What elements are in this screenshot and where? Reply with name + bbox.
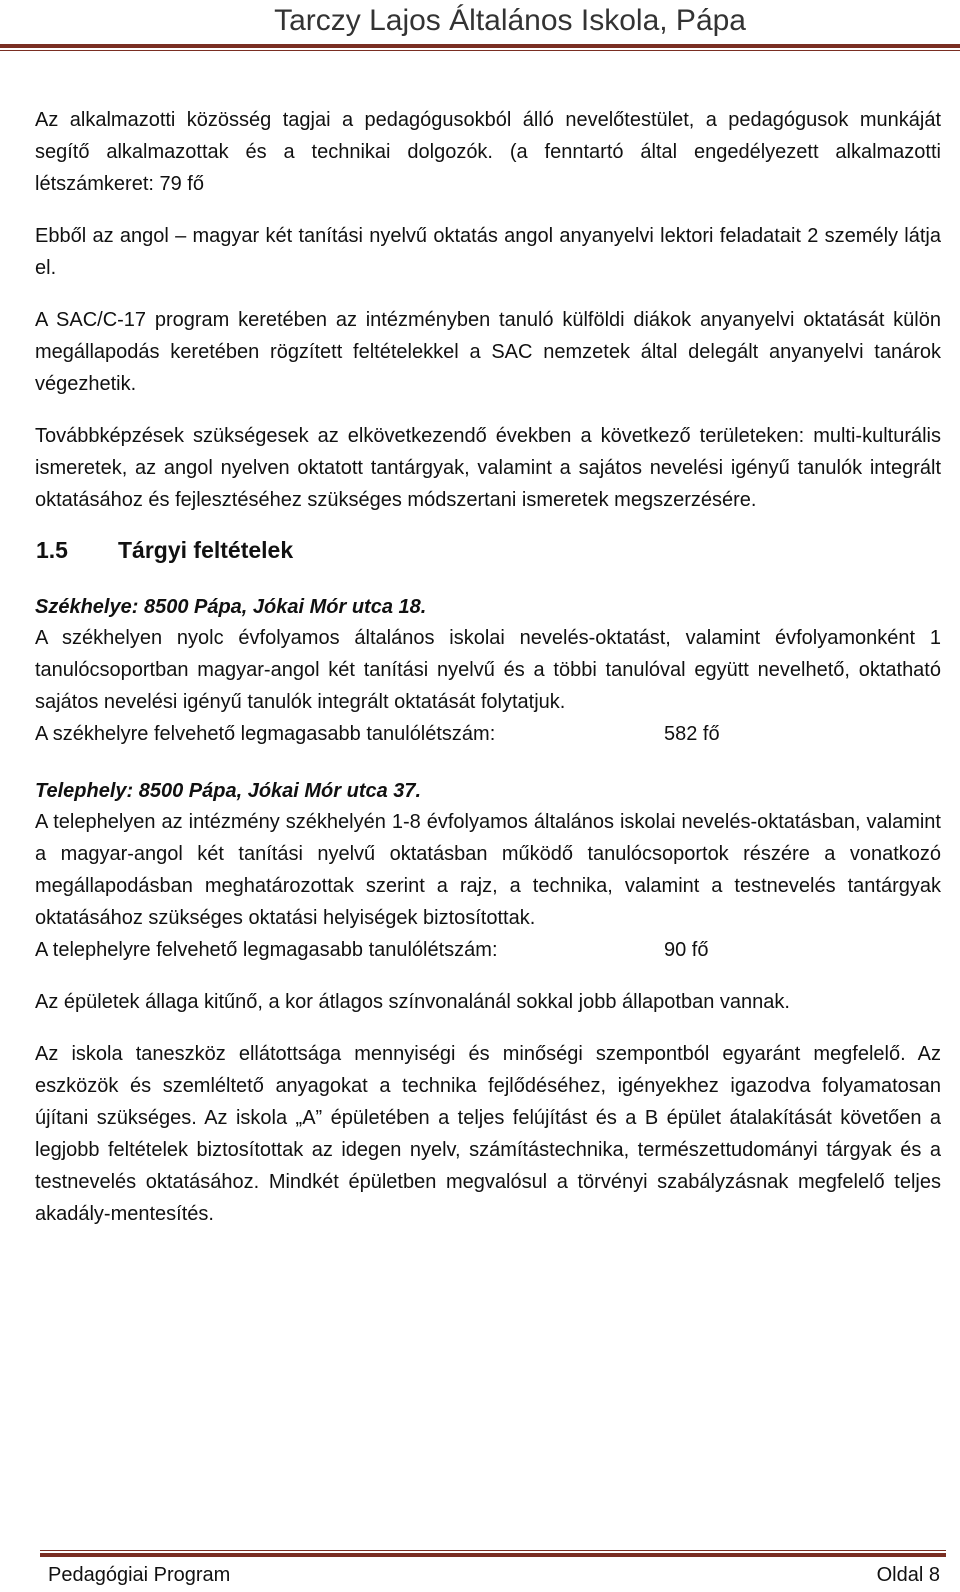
paragraph-lectors: Ebből az angol – magyar két tanítási nyelvű oktatás angol anyanyelvi lektori feladatait 2 személy látja el. [35, 225, 941, 279]
site-capacity [35, 934, 941, 966]
section-heading [35, 534, 941, 566]
footer-rule [40, 1553, 946, 1557]
site-description: A telephelyen az intézmény székhelyén 1-8 évfolyamos általános iskolai nevelés-oktatásban, valamint a magyar-angol két tanítási nyelvű oktatásban működő tanulócsoportok részére a vonatkozó megállapodásban meghatározottak szerint a rajz, a technika, valamint a testnevelés tantárgyak oktatásához szükséges oktatási helyiségek biztosítottak. [35, 811, 941, 929]
header-rule-thin [0, 50, 960, 51]
seat-capacity [35, 718, 941, 750]
site-capacity-label: A telephelyre felvehető legmagasabb tanulólétszám: [35, 939, 498, 961]
section-title: Tárgyi feltételek [118, 537, 294, 563]
header-rule [0, 44, 960, 48]
paragraph-buildings: Az épületek állaga kitűnő, a kor átlagos színvonalánál sokkal jobb állapotban vannak. [35, 991, 790, 1013]
document-body [35, 104, 941, 1230]
page-footer [0, 1546, 960, 1592]
seat-capacity-value: 582 fő [664, 723, 720, 745]
seat-description: A székhelyen nyolc évfolyamos általános iskolai nevelés-oktatást, valamint évfolyamonként 1 tanulócsoportban magyar-angol két tanítási nyelvű és a többi tanulóval együtt nevelhető, oktatható sajátos nevelési igényű tanulók integrált oktatását folytatjuk. [35, 627, 941, 713]
paragraph-training: Továbbképzések szükségesek az elkövetkezendő években a következő területeken: multi-kulturális ismeretek, az angol nyelven oktatott tantárgyak, valamint a sajátos nevelési igényű tanulók integrált oktatásához és fejlesztéséhez szükséges módszertani ismeretek megszerzésére. [35, 425, 941, 511]
site-title: Telephely: 8500 Pápa, Jókai Mór utca 37. [35, 780, 422, 802]
seat-title: Székhelye: 8500 Pápa, Jókai Mór utca 18. [35, 596, 427, 618]
footer-rule-thin [40, 1550, 946, 1551]
paragraph-equipment: Az iskola taneszköz ellátottsága mennyiségi és minőségi szempontból egyaránt megfelelő. Az eszközök és szemléltető anyagokat a technika fejlődéséhez, igényekhez igazodva folyamatosan újítani szükséges. Az iskola „A” épületében a teljes felújítást és a B épület átalakítását követően a legjobb feltételek biztosítottak az idegen nyelv, számítástechnika, természettudományi tárgyak és a testnevelés oktatásához. Mindkét épületben megvalósul a törvényi szabályzásnak megfelelő teljes akadály-mentesítés. [35, 1043, 941, 1225]
paragraph-staff: Az alkalmazotti közösség tagjai a pedagógusokból álló nevelőtestület, a pedagógusok munkáját segítő alkalmazottak és a technikai dolgozók. (a fenntartó által engedélyezett alkalmazotti létszámkeret: 79 fő [35, 109, 941, 195]
site-capacity-value: 90 fő [664, 939, 709, 961]
section-number: 1.5 [36, 537, 68, 563]
footer-page-number: Oldal 8 [876, 1564, 940, 1586]
header-title: Tarczy Lajos Általános Iskola, Pápa [274, 4, 746, 37]
paragraph-sac-program: A SAC/C-17 program keretében az intézményben tanuló külföldi diákok anyanyelvi oktatását külön megállapodás keretében rögzített feltételekkel a SAC nemzetek által delegált anyanyelvi tanárok végezhetik. [35, 309, 941, 395]
seat-capacity-label: A székhelyre felvehető legmagasabb tanulólétszám: [35, 723, 496, 745]
footer-document-name: Pedagógiai Program [48, 1564, 231, 1586]
page-header [0, 0, 960, 48]
